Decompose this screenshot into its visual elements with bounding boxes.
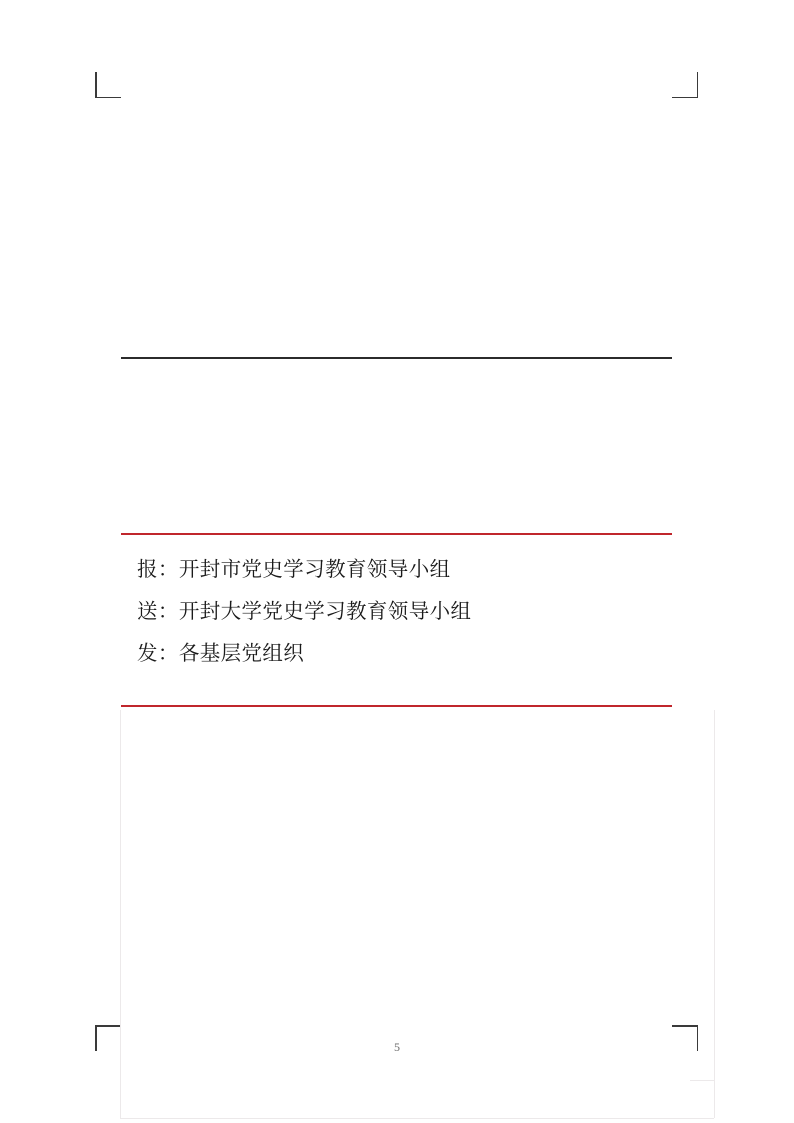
distribution-value-report: 开封市党史学习教育领导小组 xyxy=(178,558,451,581)
distribution-label-report: 报： xyxy=(137,558,179,581)
horizontal-rule-red-top xyxy=(121,533,672,535)
distribution-value-issue: 各基层党组织 xyxy=(178,642,305,665)
crop-mark-top-left xyxy=(95,72,121,98)
scan-artifact-vertical-left xyxy=(120,710,121,1118)
scan-artifact-vertical-right xyxy=(714,710,715,1118)
horizontal-rule-red-bottom xyxy=(121,705,672,707)
page-number: 5 xyxy=(394,1040,400,1054)
distribution-block xyxy=(137,552,677,678)
distribution-row-report xyxy=(137,552,677,594)
scan-artifact-corner xyxy=(690,1080,714,1081)
crop-mark-top-right xyxy=(672,72,698,98)
distribution-row-issue xyxy=(137,636,677,678)
scan-artifact-horizontal xyxy=(120,1118,714,1119)
distribution-label-issue: 发： xyxy=(137,642,179,665)
distribution-row-send xyxy=(137,594,677,636)
distribution-value-send: 开封大学党史学习教育领导小组 xyxy=(178,600,472,623)
distribution-label-send: 送： xyxy=(137,600,179,623)
horizontal-rule-black xyxy=(121,357,672,359)
